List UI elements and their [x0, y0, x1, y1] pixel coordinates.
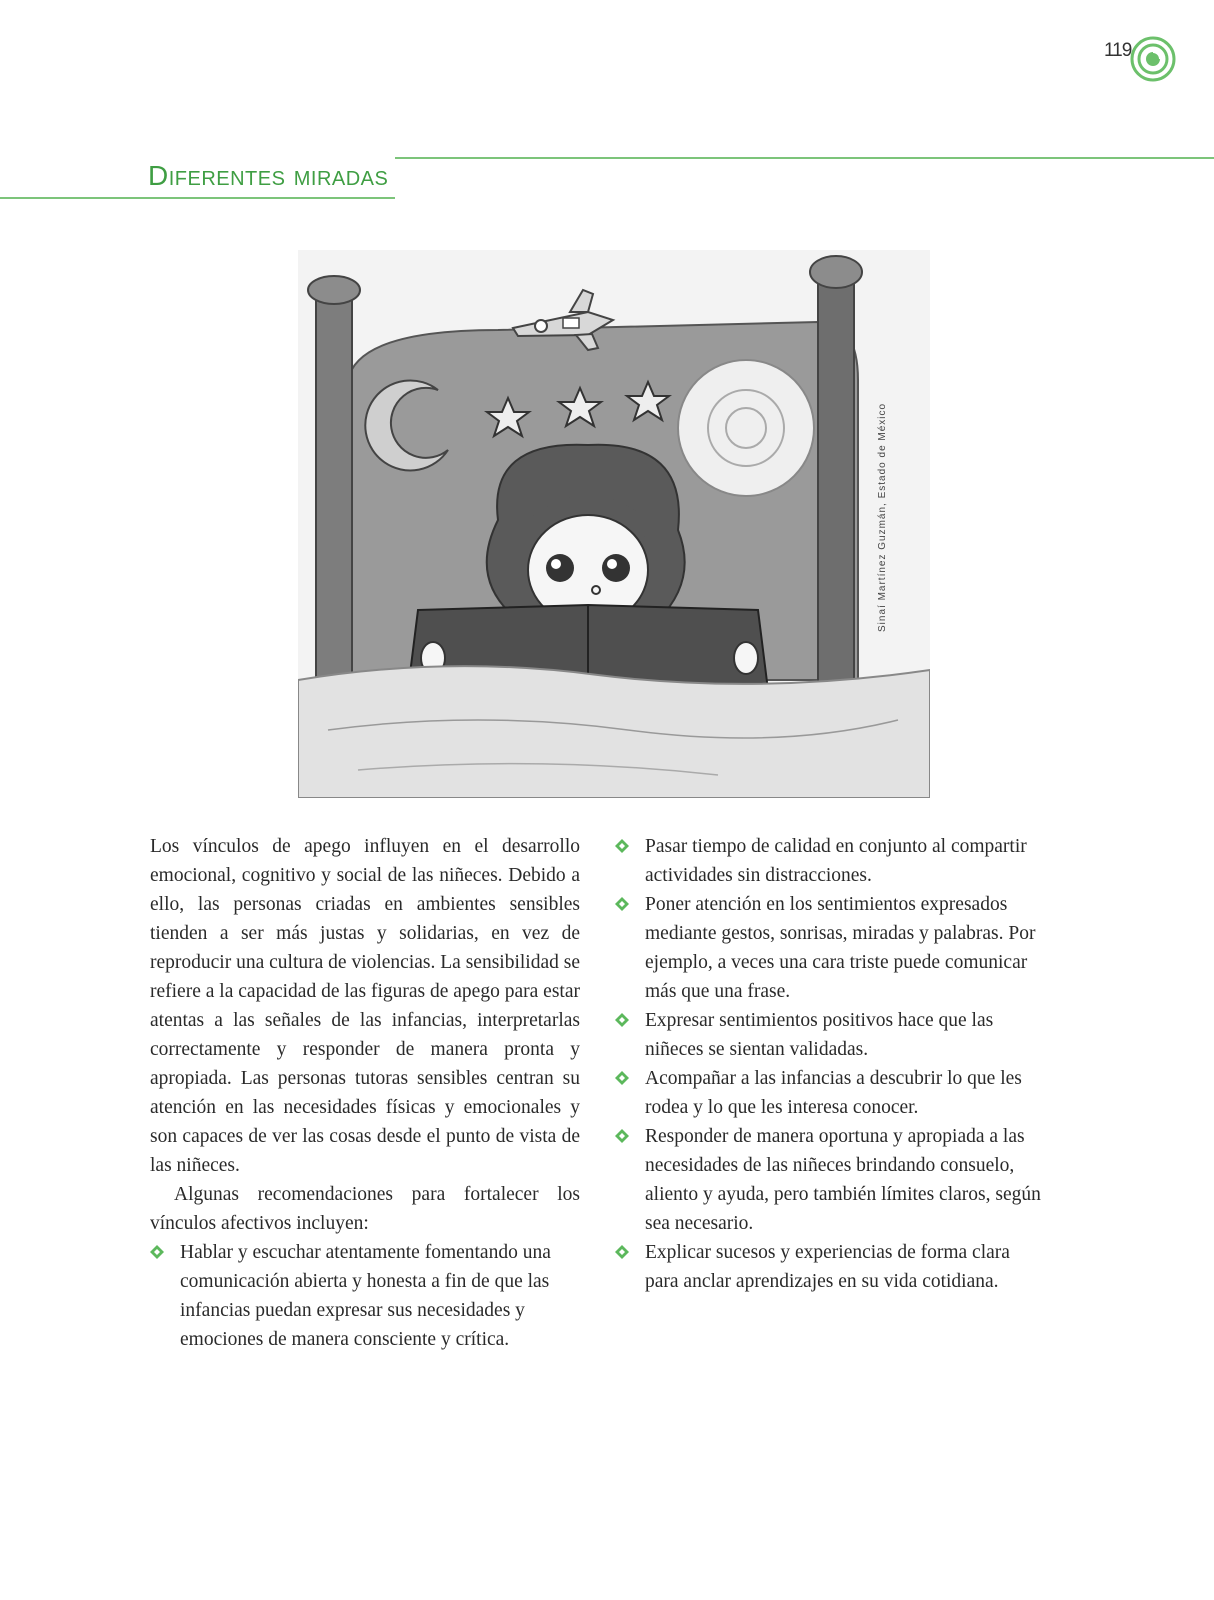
right-bullet-list	[615, 832, 1047, 1296]
list-item	[615, 1238, 1047, 1296]
list-item	[615, 890, 1047, 1006]
green-diamond-bullet-icon	[615, 1129, 629, 1143]
illustration-credit: Sinaí Martínez Guzmán, Estado de México	[877, 402, 888, 632]
green-diamond-bullet-icon	[615, 839, 629, 853]
bullet-text: Hablar y escuchar atentamente fomentando una comunicación abierta y honesta a fin de que las infancias puedan expresar sus necesidades y emociones de manera consciente y crítica.	[180, 1242, 551, 1350]
recommendations-intro: Algunas recomendaciones para fortalecer los vínculos afectivos incluyen:	[150, 1184, 580, 1234]
left-bullet-list	[150, 1238, 580, 1354]
heading-rule-bottom	[0, 197, 395, 199]
bullet-text: Acompañar a las infancias a descubrir lo que les rodea y lo que les interesa conocer.	[645, 1068, 1022, 1118]
list-item	[615, 1064, 1047, 1122]
green-diamond-bullet-icon	[615, 897, 629, 911]
green-circle-logo-icon	[1130, 36, 1176, 82]
green-diamond-bullet-icon	[615, 1013, 629, 1027]
right-column	[615, 832, 1047, 1296]
bullet-text: Responder de manera oportuna y apropiada a las necesidades de las niñeces brindando consuelo, aliento y ayuda, pero también límites claros, según sea necesario.	[645, 1126, 1041, 1234]
child-reading-in-bed-illustration	[298, 250, 930, 798]
section-title: Diferentes miradas	[148, 160, 389, 191]
list-item	[615, 1122, 1047, 1238]
list-item	[150, 1238, 580, 1354]
intro-paragraph: Los vínculos de apego influyen en el desarrollo emocional, cognitivo y social de las niñeces. Debido a ello, las personas criadas en ambientes sensibles tienden a ser más justas y solidarias, en vez de reproducir una cultura de violencias. La sensibilidad se refiere a la capacidad de las figuras de apego para estar atentas a las señales de las infancias, interpretarlas correctamente y responder de manera pronta y apropiada. Las personas tutoras sensibles centran su atención en las necesidades físicas y emocionales y son capaces de ver las cosas desde el punto de vista de las niñeces.	[150, 836, 580, 1176]
green-diamond-bullet-icon	[615, 1245, 629, 1259]
bullet-text: Poner atención en los sentimientos expresados mediante gestos, sonrisas, miradas y palabras. Por ejemplo, a veces una cara triste puede comunicar más que una frase.	[645, 894, 1036, 1002]
green-diamond-bullet-icon	[150, 1245, 164, 1259]
bullet-text: Explicar sucesos y experiencias de forma clara para anclar aprendizajes en su vida cotidiana.	[645, 1242, 1010, 1292]
list-item	[615, 832, 1047, 890]
heading-rule-top	[395, 157, 1214, 159]
bullet-text: Expresar sentimientos positivos hace que las niñeces se sientan validadas.	[645, 1010, 994, 1060]
page-number: 119	[1104, 40, 1132, 61]
green-diamond-bullet-icon	[615, 1071, 629, 1085]
list-item	[615, 1006, 1047, 1064]
bullet-text: Pasar tiempo de calidad en conjunto al compartir actividades sin distracciones.	[645, 836, 1027, 886]
left-column	[150, 832, 580, 1354]
